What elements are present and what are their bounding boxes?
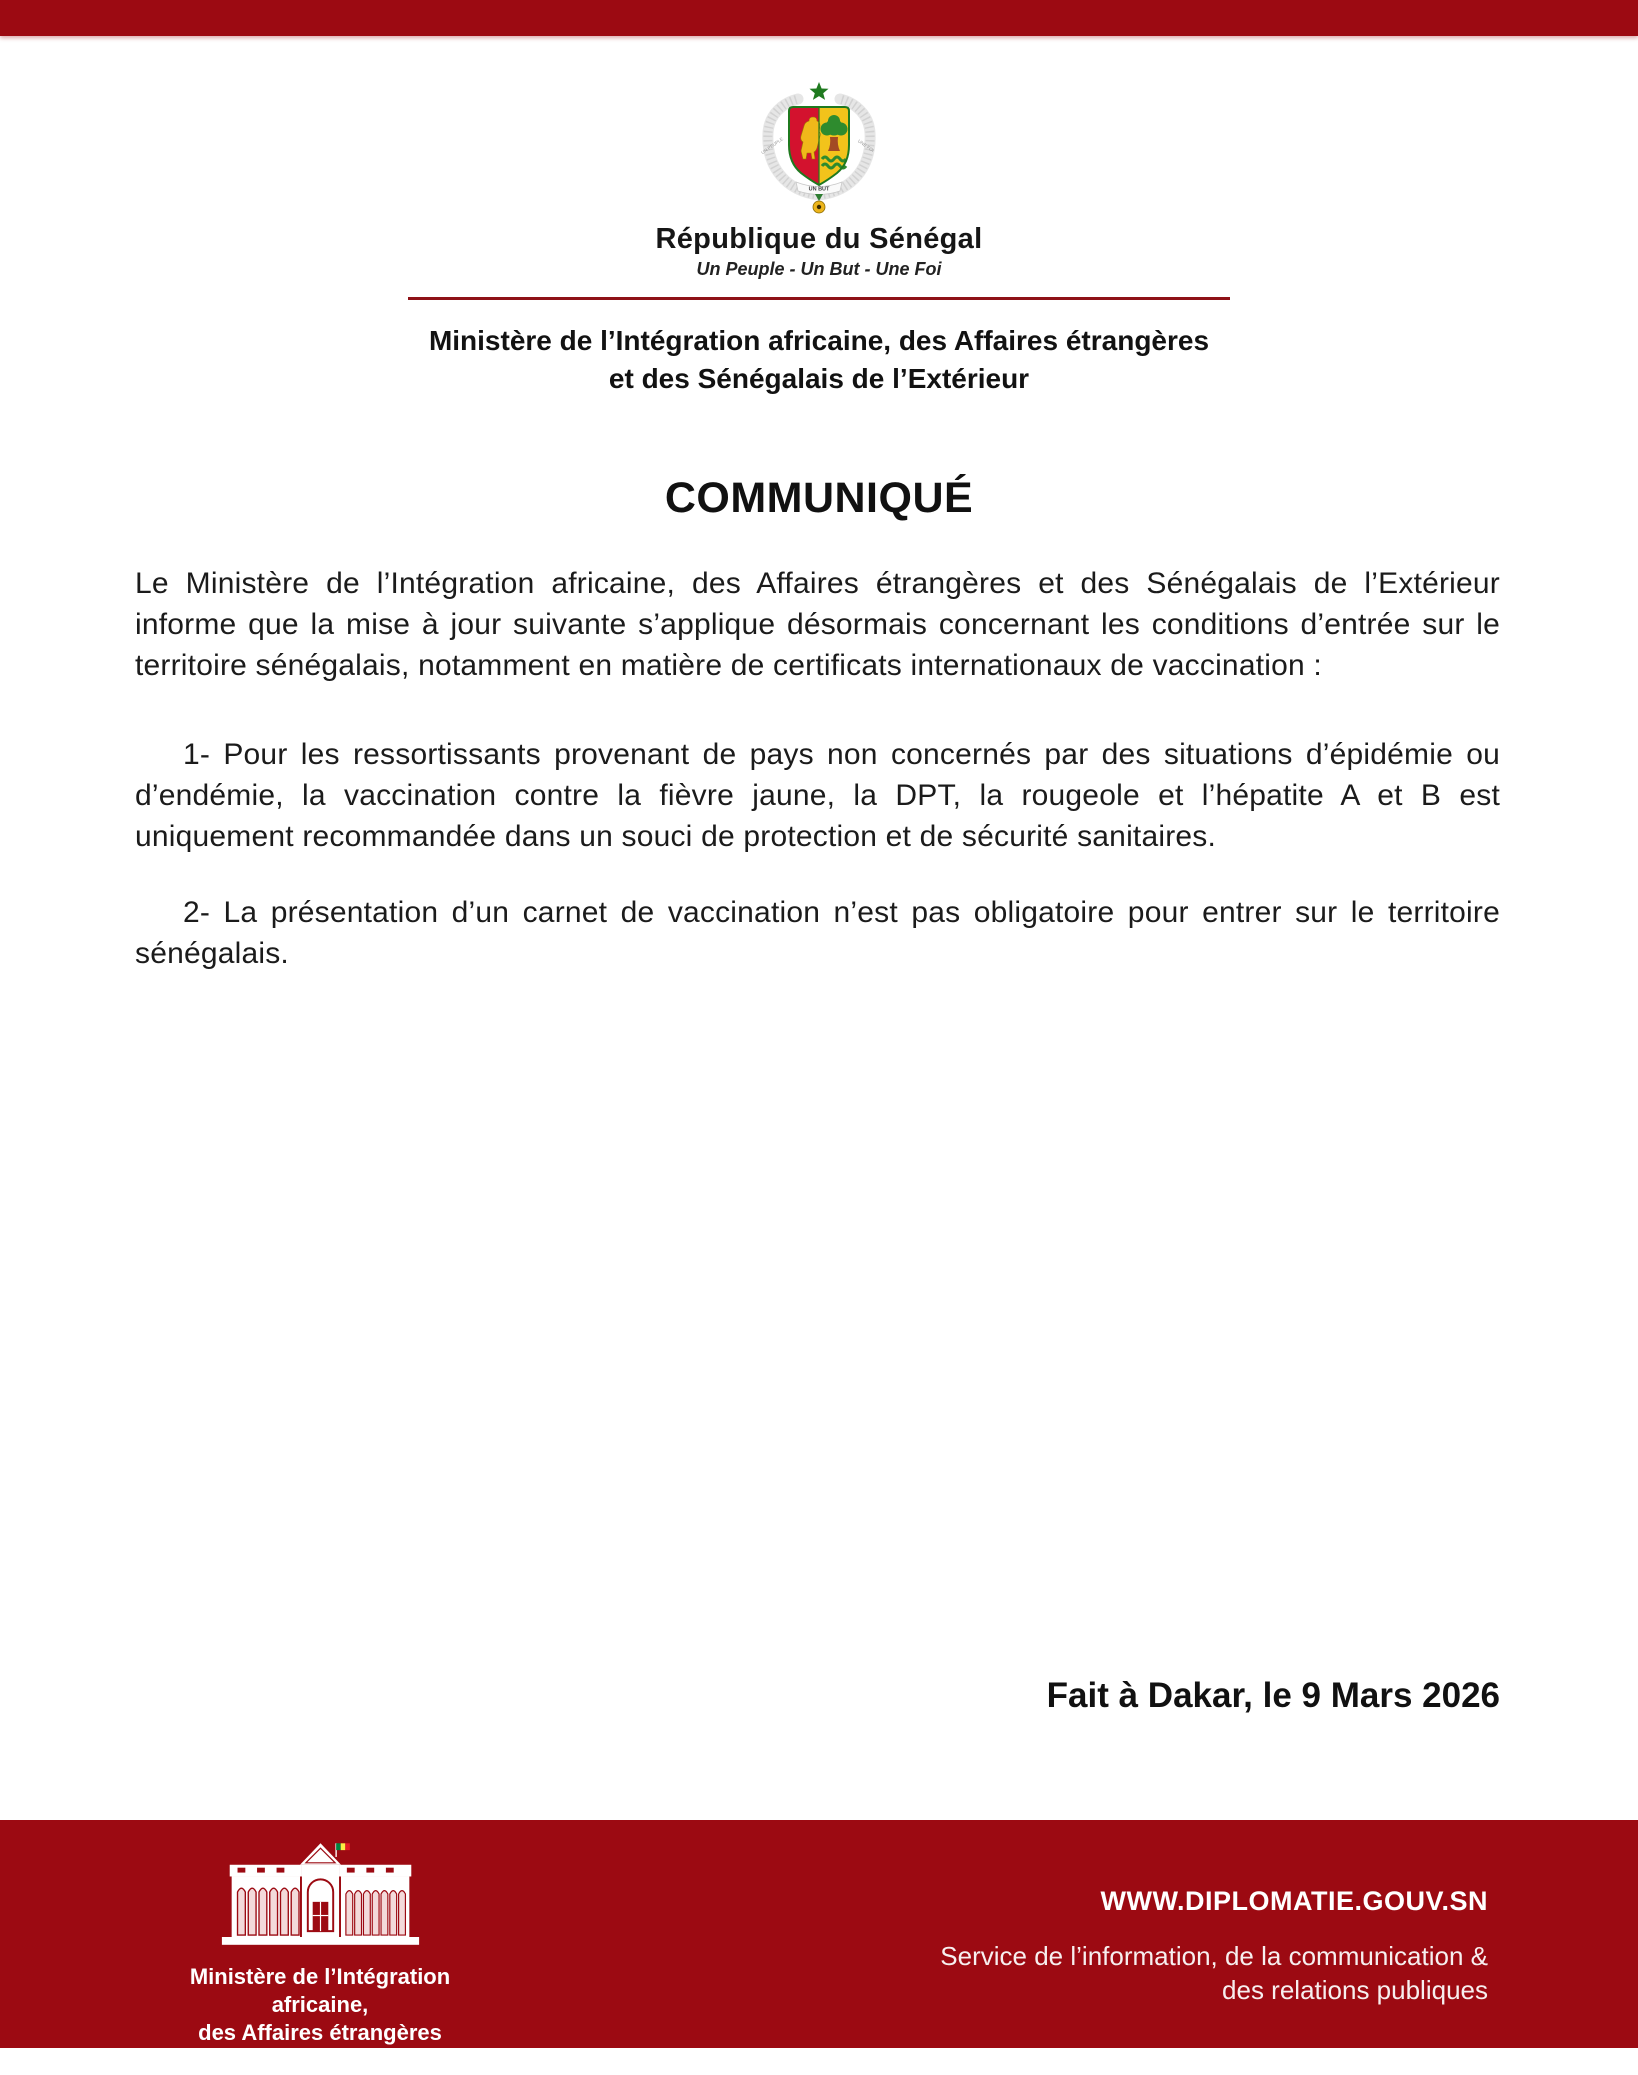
ministry-heading-line2: et des Sénégalais de l’Extérieur [608, 363, 1030, 394]
national-motto: Un Peuple - Un But - Une Foi [696, 259, 942, 279]
communique-body [135, 563, 1500, 974]
top-red-bar [0, 0, 1638, 36]
footer-contact-block [940, 1886, 1488, 2007]
paragraph-item-2: 2- La présentation d’un carnet de vaccination n’est pas obligatoire pour entrer sur le territoire sénégalais. [135, 896, 1500, 970]
ministry-building-icon [218, 1840, 423, 1952]
footer-ministry-line2: des Affaires étrangères [198, 2020, 442, 2045]
page-title: COMMUNIQUÉ [664, 474, 974, 522]
footer-service-line2: des relations publiques [1222, 1975, 1488, 2005]
emblem-ribbon-text: UN BUT [808, 186, 830, 193]
emblem-right-motto: UNE FOI [856, 138, 875, 154]
country-name: République du Sénégal [655, 223, 983, 255]
footer-band [0, 1820, 1638, 2073]
paragraph-item-1: 1- Pour les ressortissants provenant de pays non concernés par des situations d’épidémie ou d’endémie, la vaccination contre la fièvre jaune, la DPT, la rougeole et l’hépatite A et B est uniquement recommandée dans un souci de protection et de sécurité sanitaires. [135, 738, 1500, 853]
dateline: Fait à Dakar, le 9 Mars 2026 [1046, 1676, 1500, 1715]
footer-ministry-block [140, 1820, 500, 2075]
emblem-left-motto: UN PEUPLE [760, 136, 785, 156]
emblem-container [0, 81, 1638, 217]
senegal-flag-icon [336, 1843, 350, 1857]
ministry-heading [0, 322, 1638, 398]
green-star-icon [810, 82, 829, 100]
senegal-coat-of-arms-icon [758, 81, 880, 217]
ministry-heading-line1: Ministère de l’Intégration africaine, des Affaires étrangères [428, 325, 1210, 356]
footer-service-line1: Service de l’information, de la communication & [940, 1941, 1488, 1971]
document-header [0, 81, 1638, 398]
footer-ministry-line3: et des Sénégalais de l’Extérieur [154, 2048, 486, 2073]
paragraph-intro: Le Ministère de l’Intégration africaine, des Affaires étrangères et des Sénégalais de l’Extérieur informe que la mise à jour suivante s’applique désormais concernant les conditions d’entrée sur le territoire sénégalais, notamment en matière de certificats internationaux de vaccination : [135, 567, 1500, 682]
footer-ministry-name [140, 1963, 500, 2075]
footer-ministry-line1: Ministère de l’Intégration africaine, [189, 1964, 451, 2017]
website-url: WWW.DIPLOMATIE.GOUV.SN [1100, 1886, 1488, 1916]
header-divider-line [408, 297, 1230, 300]
footer-service-name [940, 1939, 1488, 2007]
